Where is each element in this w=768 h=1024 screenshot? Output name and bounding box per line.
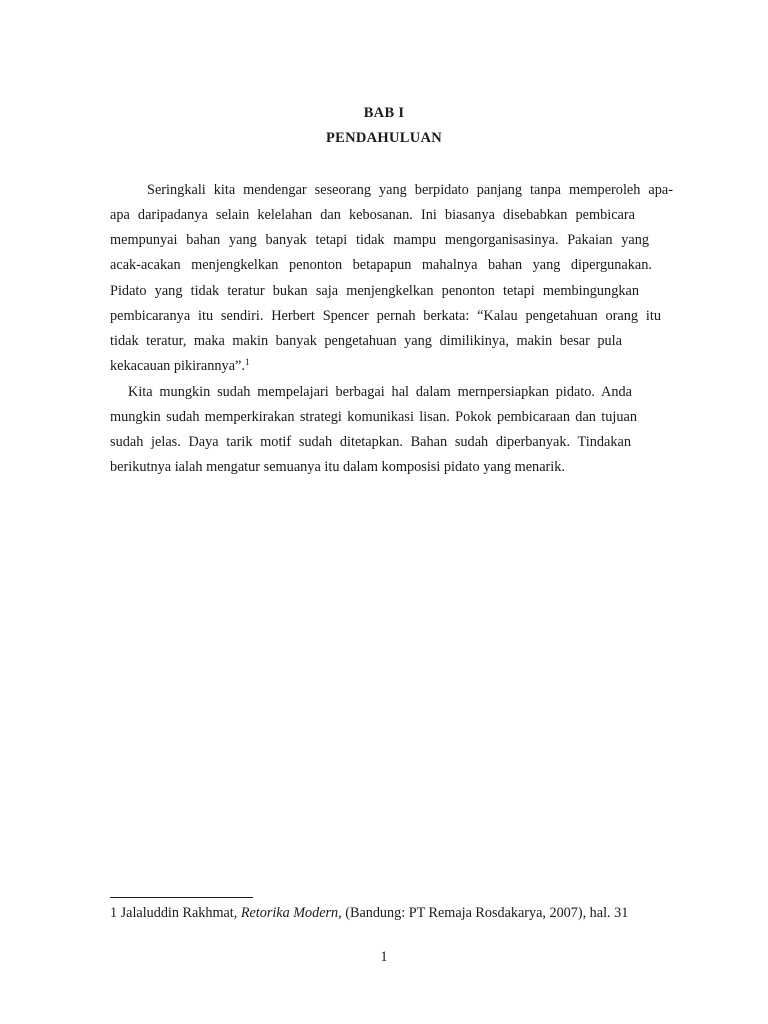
footnote-reference: 1	[244, 358, 250, 368]
paragraph-line: sudah jelas. Daya tarik motif sudah ditetapkan. Bahan sudah diperbanyak. Tindakan	[110, 434, 631, 450]
chapter-number: BAB I	[363, 105, 405, 121]
footnote-details: (Bandung: PT Remaja Rosdakarya, 2007), hal. 31	[345, 905, 629, 921]
paragraph-line: Kita mungkin sudah mempelajari berbagai hal dalam mernpersiapkan pidato. Anda	[128, 384, 632, 400]
paragraph-line: apa daripadanya selain kelelahan dan kebosanan. Ini biasanya disebabkan pembicara	[110, 207, 635, 223]
paragraph-line-text: kekacauan pikirannya”.	[110, 358, 245, 374]
footnote-number: 1	[110, 905, 118, 921]
paragraph-line: Seringkali kita mendengar seseorang yang berpidato panjang tanpa memperoleh apa-	[147, 182, 673, 198]
paragraph-line: mungkin sudah memperkirakan strategi komunikasi lisan. Pokok pembicaraan dan tujuan	[110, 409, 637, 425]
paragraph-line-last	[110, 357, 660, 375]
footnote	[110, 904, 664, 922]
paragraph-line: pembicaranya itu sendiri. Herbert Spencer pernah berkata: “Kalau pengetahuan orang itu	[110, 308, 661, 324]
footnote-title: Retorika Modern,	[240, 905, 342, 921]
footnote-separator	[110, 897, 253, 898]
paragraph-line: tidak teratur, maka makin banyak pengetahuan yang dimilikinya, makin besar pula	[110, 333, 622, 349]
footnote-author: Jalaluddin Rakhmat,	[120, 905, 238, 921]
paragraph-line: mempunyai bahan yang banyak tetapi tidak mampu mengorganisasinya. Pakaian yang	[110, 232, 649, 248]
chapter-title: PENDAHULUAN	[325, 130, 443, 146]
paragraph-line: Pidato yang tidak teratur bukan saja menjengkelkan penonton tetapi membingungkan	[110, 283, 639, 299]
paragraph-line: acak-acakan menjengkelkan penonton betapapun mahalnya bahan yang dipergunakan.	[110, 257, 652, 273]
page-number: 1	[380, 949, 388, 965]
paragraph-line-last: berikutnya ialah mengatur semuanya itu dalam komposisi pidato yang menarik.	[110, 459, 566, 475]
